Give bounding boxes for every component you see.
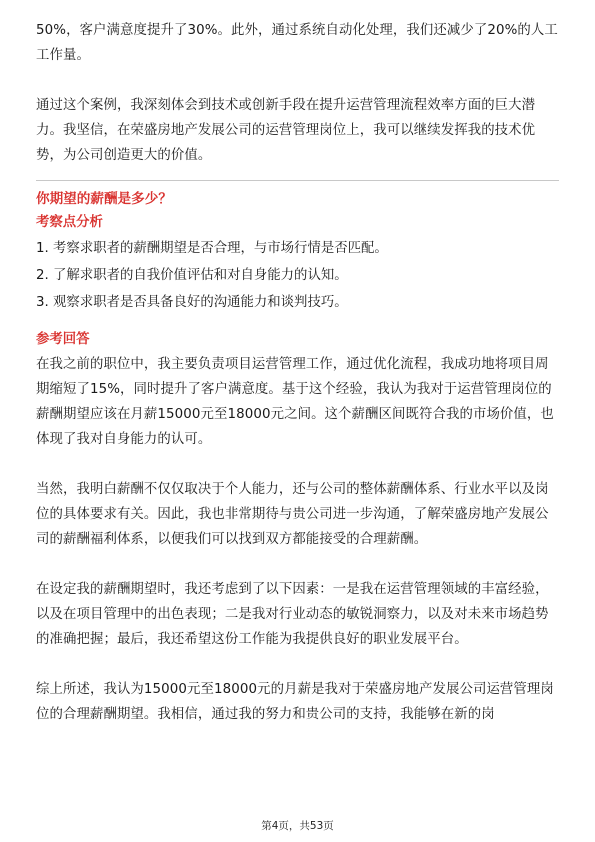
answer-paragraph-1: 在我之前的职位中，我主要负责项目运营管理工作，通过优化流程，我成功地将项目周期缩短了15%，同时提升了客户满意度。基于这个经验，我认为我对于运营管理岗位的薪酬期望应该在月薪15000元至18000元之间。这个薪酬区间既符合我的市场价值，也体现了我对自身能力的认可。	[36, 357, 554, 447]
answer-paragraph-4: 综上所述，我认为15000元至18000元的月薪是我对于荣盛房地产发展公司运营管理岗位的合理薪酬期望。我相信，通过我的努力和贵公司的支持，我能够在新的岗	[36, 682, 554, 722]
analysis-item-2: 2. 了解求职者的自我价值评估和对自身能力的认知。	[36, 268, 348, 283]
page-number: 第4页，共53页	[261, 820, 334, 832]
answer-paragraph-3: 在设定我的薪酬期望时，我还考虑到了以下因素：一是我在运营管理领域的丰富经验，以及在项目管理中的出色表现；二是我对行业动态的敏锐洞察力，以及对未来市场趋势的准确把握；最后，我还希望这份工作能为我提供良好的职业发展平台。	[36, 582, 549, 647]
spacer	[36, 316, 559, 328]
section-divider	[36, 180, 559, 181]
document-page	[36, 18, 559, 727]
answer-paragraph-2: 当然，我明白薪酬不仅仅取决于个人能力，还与公司的整体薪酬体系、行业水平以及岗位的具体要求有关。因此，我也非常期待与贵公司进一步沟通，了解荣盛房地产发展公司的薪酬福利体系，以便我们可以找到双方都能接受的合理薪酬。	[36, 482, 549, 547]
analysis-item-1: 1. 考察求职者的薪酬期望是否合理，与市场行情是否匹配。	[36, 241, 388, 256]
spacer	[36, 552, 559, 577]
analysis-item-3: 3. 观察求职者是否具备良好的沟通能力和谈判技巧。	[36, 295, 348, 310]
question-title: 你期望的薪酬是多少？	[36, 191, 172, 207]
intro-paragraph-1: 50%，客户满意度提升了30%。此外，通过系统自动化处理，我们还减少了20%的人工工作量。	[36, 23, 558, 63]
spacer	[36, 452, 559, 477]
intro-paragraph-2: 通过这个案例，我深刻体会到技术或创新手段在提升运营管理流程效率方面的巨大潜力。我坚信，在荣盛房地产发展公司的运营管理岗位上，我可以继续发挥我的技术优势，为公司创造更大的价值。	[36, 98, 536, 163]
spacer	[36, 652, 559, 677]
answer-heading: 参考回答	[36, 332, 90, 347]
analysis-heading: 考察点分析	[36, 215, 103, 230]
spacer	[36, 68, 559, 93]
